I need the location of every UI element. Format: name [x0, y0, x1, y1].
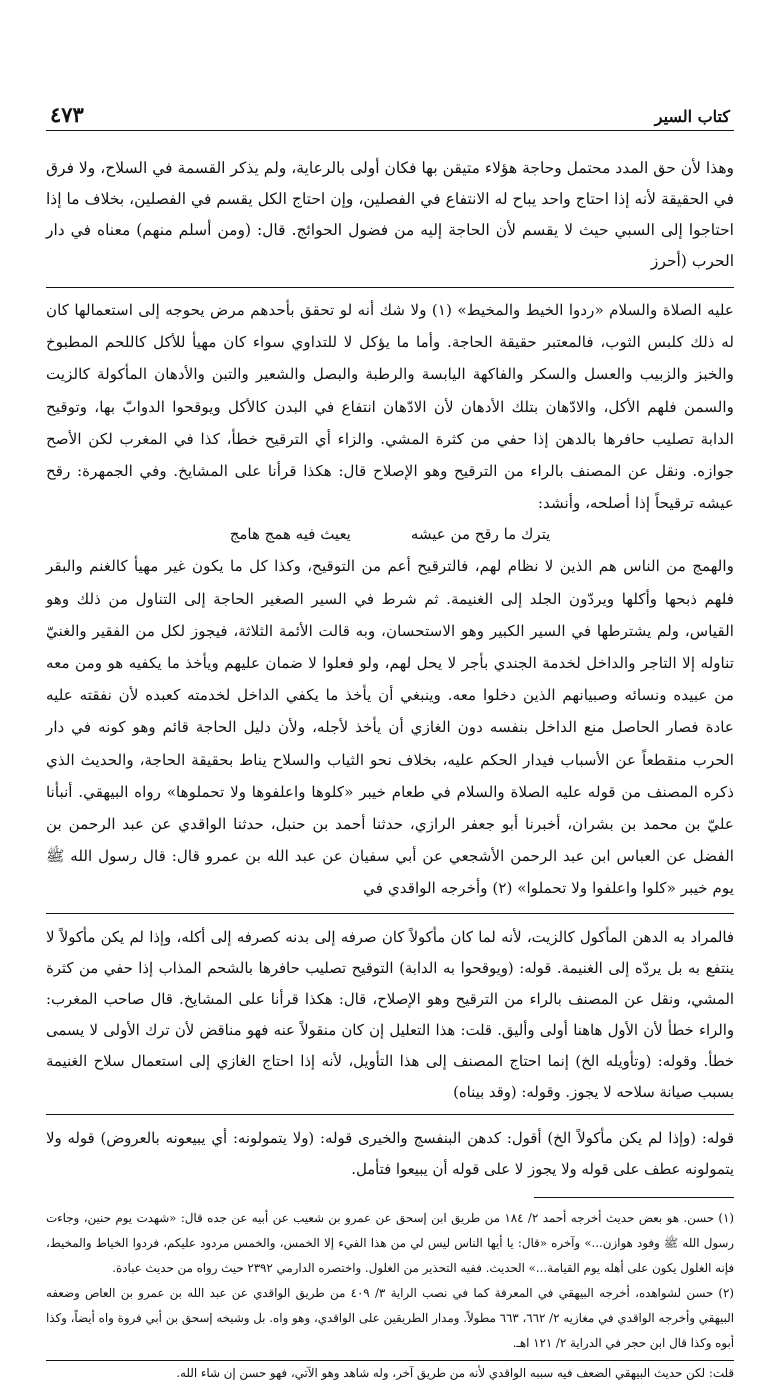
running-header — [46, 98, 734, 131]
sub-commentary — [46, 922, 734, 1108]
main-paragraph: وهذا لأن حق المدد محتمل وحاجة هؤلاء متيقن بها فكان أولى بالرعاية، ولم يذكر القسمة في السلاح، ولا فرق في الحقيقة لأنه إذا احتاج واحد يباح له الانتفاع في الفصلين، وإن احتاج الكل يقسم في الفصلين، بخلاف ما إذا احتاجوا إلى السبي حيث لا يقسم لأن الحاجة إليه من فضول الحوائج. قال: (ومن أسلم منهم) معناه في دار الحرب (أحرز — [46, 159, 734, 270]
footnote-divider — [534, 1197, 734, 1198]
footnotes — [46, 1206, 734, 1386]
section-divider — [46, 1114, 734, 1115]
sub-commentary-paragraph: فالمراد به الدهن المأكول كالزيت، لأنه لما كان مأكولاً كان صرفه إلى بدنه كصرفه إلى أكله، وإذا لم يكن مأكولاً لا ينتفع به بل يردّه إلى الغنيمة. قوله: (ويوقحوا به الدابة) التوقيح تصليب حافرها بالشحم المذاب إذا حفي من كثرة المشي، ونقل عن المصنف بالراء من الترقيح وهو الإصلاح، قال: هكذا قرأنا على المشايخ. قال صاحب المغرب: والراء خطأ لأن الأول هاهنا أولى وأليق. قلت: هذا التعليل إن كان منقولاً عنه فهو مناقض لأن ترك الأولى لا يسمى خطأ. وقوله: (وتأويله الخ) إنما احتاج المصنف إلى هذا التأويل، لأنه إذا احتاج الغازي إلى استعمال سلاح الغنيمة بسبب صيانة سلاحه لا يجوز. وقوله: (وقد بيناه) — [46, 928, 734, 1101]
poetry-verse — [46, 519, 734, 550]
commentary-paragraph-1: عليه الصلاة والسلام «ردوا الخيط والمخيط» (١) ولا شك أنه لو تحقق بأحدهم مرض يحوجه إلى استعمالها كان له ذلك كلبس الثوب، فالمعتبر حقيقة الحاجة. وأما ما يؤكل لا للتداوي سواء كان مهيأ للأكل كاللحم المطبوخ والخبز والزبيب والعسل والسكر والفاكهة اليابسة والرطبة والبصل والشعير والتبن والأدهان المأكولة كالزيت والسمن فلهم الأكل، والادّهان بتلك الأدهان لأن الادّهان انتفاع في البدن كالأكل ويوقحوا الدوابّ بها، وتوقيح الدابة تصليب حافرها بالدهن إذا حفي من كثرة المشي. والزاء أي الترقيح خطأ، كذا في المغرب لكن الأصح جوازه. ونقل عن المصنف بالراء من الترقيح وهو الإصلاح قال: هكذا قرأنا على المشايخ. وفي الجمهرة: رقح عيشه ترقيحاً إذا أصلحه، وأنشد: — [46, 301, 734, 513]
commentary — [46, 294, 734, 905]
footnote-remark: قلت: لكن حديث البيهقي الضعف فيه سببه الواقدي لأنه من طريق آخر، وله شاهد وهو الآتي، فهو حسن إن شاء الله. — [176, 1365, 734, 1380]
section-divider — [46, 287, 734, 288]
chapter-title: كتاب السير — [654, 107, 730, 126]
footnote-2: (٢) حسن لشواهده، أخرجه البيهقي في المعرفة كما في نصب الراية ٣/ ٤٠٩ من طريق الواقدي عن عبد الله بن عمرو بن العاص وضعفه البيهقي وأخرجه الواقدي في مغازيه ٢/ ٦٦٢، ٦٦٣ مطولاً. ومدار الطريقين على الواقدي، وهو واه. بل وشيخه إسحق بن أبي فروة واه أيضاً، وكذا أبوه وكذا قال ابن حجر في الدراية ٢/ ١٢١ اهـ. — [46, 1285, 735, 1350]
verse-first-hemistich: يترك ما رقح من عيشه — [410, 525, 551, 544]
main-text — [46, 153, 734, 277]
page-number: ٤٧٣ — [50, 102, 84, 127]
verse-second-hemistich: يعيث فيه همج هامج — [229, 525, 351, 544]
marginal-note-paragraph: قوله: (وإذا لم يكن مأكولاً الخ) أقول: كدهن البنفسج والخيرى قوله: (ولا يتمولونه: أي يبيعونه بالعروض) قوله ولا يتمولونه عطف على قوله ولا يجوز لا على قوله أن يبيعوا فتأمل. — [46, 1129, 734, 1178]
footnote-1: (١) حسن. هو بعض حديث أخرجه أحمد ٢/ ١٨٤ من طريق ابن إسحق عن عمرو بن شعيب عن أبيه عن جده قال: «شهدت يوم حنين، وجاءت رسول الله ﷺ وفود هوازن...» وآخره «قال: يا أيها الناس ليس لي من هذا الفيء إلا الخمس، والخمس مردود عليكم، فردوا الخياط والمخيط، فإنه الغلول يكون على أهله يوم القيامة...» الحديث. ففيه التحذير من الغلول. واختصره الدارمي ٢٣٩٢ حيث رواه من حديث عبادة. — [46, 1210, 734, 1275]
commentary-paragraph-2: والهمج من الناس هم الذين لا نظام لهم، فالترقيح أعم من التوقيح، وكذا كل ما يكون غير مهيأ كالغنم والبقر فلهم ذبحها وأكلها ويردّون الجلد إلى الغنيمة. ثم شرط في السير الصغير الحاجة إلى التناول من ذلك وهو القياس، ولم يشترطها في السير الكبير وهو الاستحسان، وبه قالت الأئمة الثلاثة، فيجوز لكل من الفقير والغنيّ تناوله إلا التاجر والداخل لخدمة الجندي بأجر لا يحل لهم، ولو فعلوا لا ضمان عليهم ويأخذ ما يكفيه هو ومن معه من عبيده ونسائه وصبيانهم الذين دخلوا معه. وينبغي أن يأخذ ما يكفي الداخل لخدمته كعبده لأن نفقته عليه عادة فصار الحاصل منع الداخل بنفسه دون الغازي أن يأخذ لأجله، ولأن دليل الحاجة قائم وهو كونه في دار الحرب منقطعاً عن الأسباب فيدار الحكم عليه، بخلاف نحو الثياب والسلاح يناط بحقيقة الحاجة، والحديث الذي ذكره المصنف من قوله عليه الصلاة والسلام في طعام خيبر «كلوها واعلفوها ولا تحملوها» رواه البيهقي. أنبأنا عليّ بن محمد بن بشران، أخبرنا أبو جعفر الرازي، حدثنا أحمد بن حنبل، حدثنا الواقدي عن عبد الرحمن بن الفضل عن العباس ابن عبد الرحمن الأشجعي عن أبي سفيان عن عبد الله بن عمرو قال: قال رسول الله ﷺ يوم خيبر «كلوا واعلفوا ولا تحملوا» (٢) وأخرجه الواقدي في — [46, 557, 734, 898]
marginal-note — [46, 1123, 734, 1185]
book-page — [46, 98, 735, 1380]
section-divider — [46, 913, 734, 914]
